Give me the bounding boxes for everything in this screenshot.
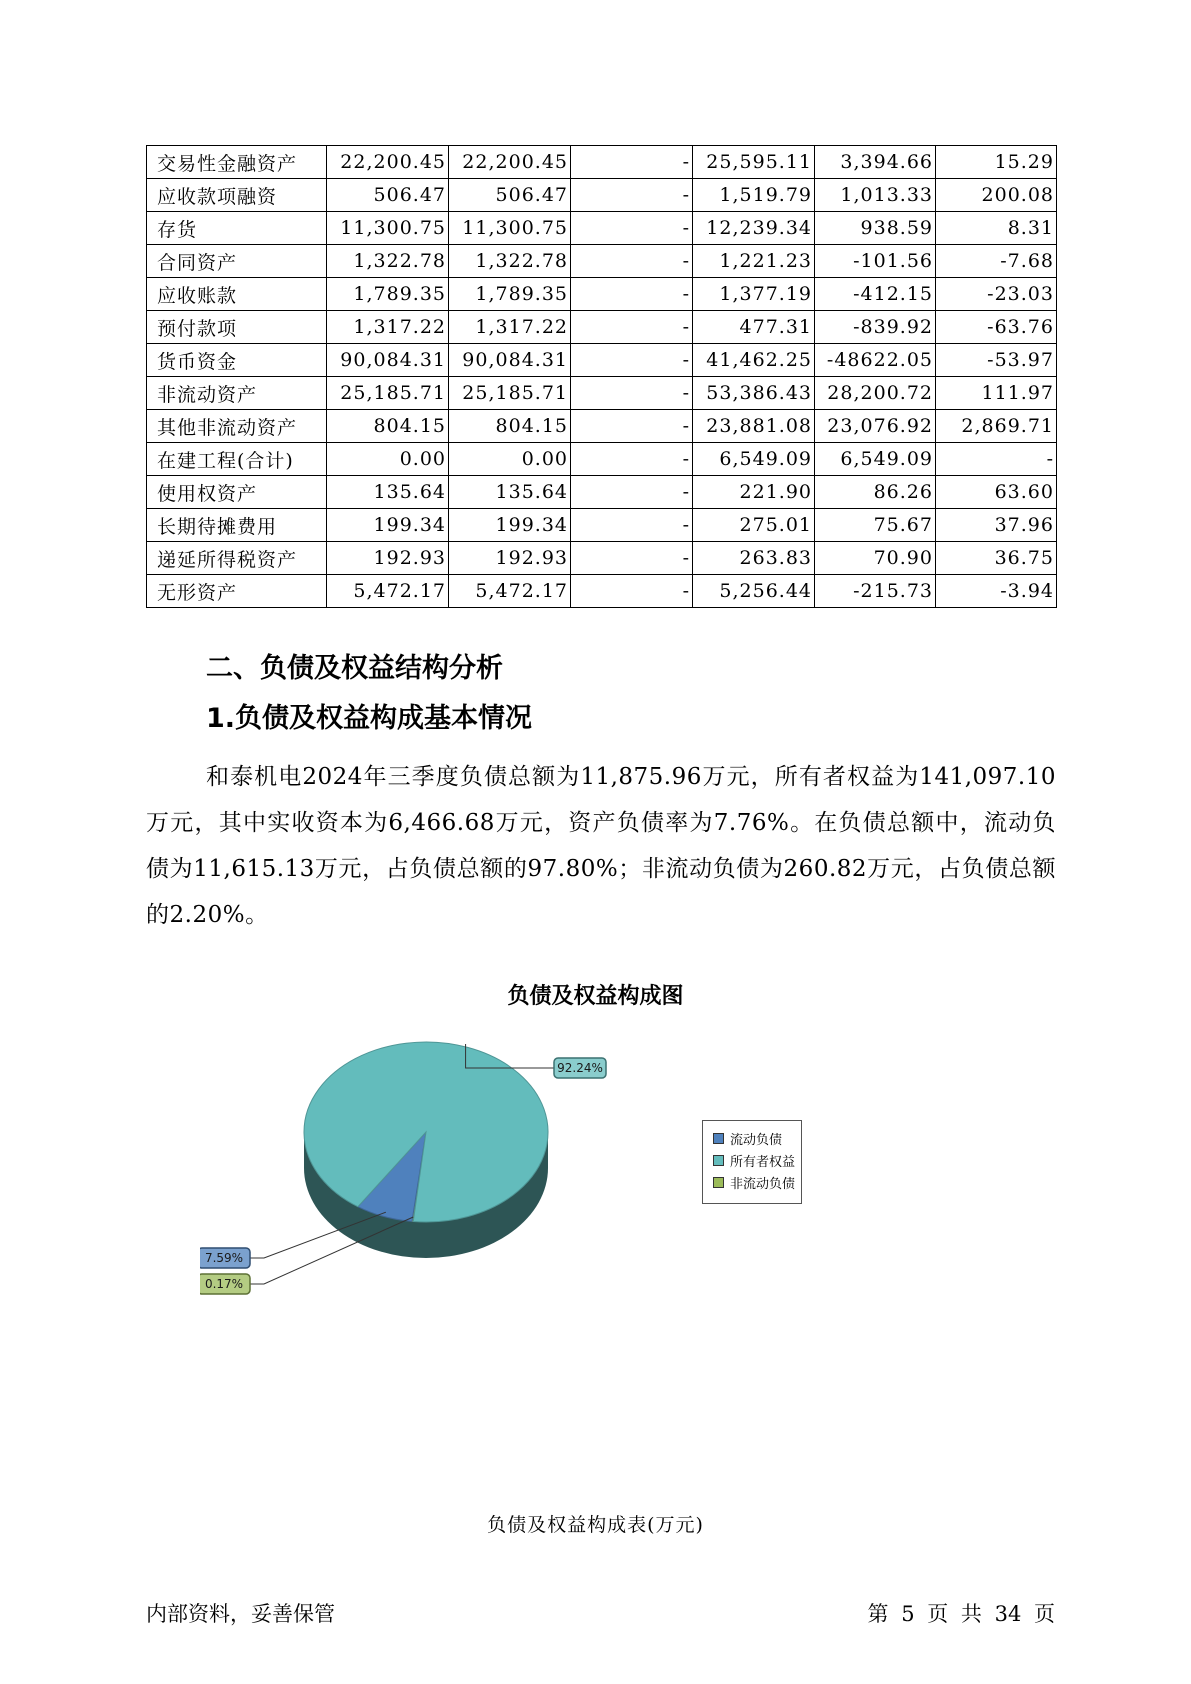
value-cell: 221.90 (693, 476, 815, 509)
value-cell: 5,472.17 (327, 575, 449, 608)
value-cell: -48622.05 (815, 344, 936, 377)
row-label-cell: 应收账款 (147, 278, 327, 311)
row-label-cell: 应收款项融资 (147, 179, 327, 212)
analysis-paragraph: 和泰机电2024年三季度负债总额为11,875.96万元，所有者权益为141,097.10万元，其中实收资本为6,466.68万元，资产负债率为7.76%。在负债总额中，流动负债为11,615.13万元，占负债总额的97.80%；非流动负债为260.82万元，占负债总额的2.20%。 (146, 764, 1056, 928)
row-label-cell: 货币资金 (147, 344, 327, 377)
value-cell: 12,239.34 (693, 212, 815, 245)
row-label-cell: 递延所得税资产 (147, 542, 327, 575)
value-cell: 3,394.66 (815, 146, 936, 179)
value-cell: 23,881.08 (693, 410, 815, 443)
value-cell: - (571, 344, 693, 377)
row-label-cell: 无形资产 (147, 575, 327, 608)
table-row (147, 410, 1057, 443)
data-label: 92.24% (557, 1061, 603, 1075)
data-label: 0.17% (204, 1277, 244, 1291)
legend-label: 流动负债 (730, 1132, 783, 1148)
value-cell: -412.15 (815, 278, 936, 311)
legend-swatch (713, 1133, 724, 1144)
value-cell: -839.92 (815, 311, 936, 344)
chart-title: 负债及权益构成图 (507, 984, 684, 1009)
value-cell: - (571, 575, 693, 608)
value-cell: 22,200.45 (449, 146, 571, 179)
table-row (147, 179, 1057, 212)
legend-label: 非流动负债 (730, 1176, 796, 1192)
value-cell: 1,789.35 (449, 278, 571, 311)
data-label: 7.59% (204, 1251, 244, 1265)
value-cell: 86.26 (815, 476, 936, 509)
row-label-cell: 预付款项 (147, 311, 327, 344)
value-cell: 938.59 (815, 212, 936, 245)
table-row (147, 311, 1057, 344)
value-cell: 6,549.09 (815, 443, 936, 476)
value-cell: - (571, 443, 693, 476)
value-cell: - (936, 443, 1057, 476)
value-cell: -23.03 (936, 278, 1057, 311)
row-label-cell: 在建工程(合计) (147, 443, 327, 476)
row-label-cell: 使用权资产 (147, 476, 327, 509)
table-row (147, 476, 1057, 509)
value-cell: 23,076.92 (815, 410, 936, 443)
value-cell: 192.93 (449, 542, 571, 575)
table-row (147, 278, 1057, 311)
value-cell: 275.01 (693, 509, 815, 542)
value-cell: 15.29 (936, 146, 1057, 179)
row-label-cell: 合同资产 (147, 245, 327, 278)
value-cell: - (571, 542, 693, 575)
value-cell: 11,300.75 (449, 212, 571, 245)
value-cell: 0.00 (449, 443, 571, 476)
value-cell: 1,221.23 (693, 245, 815, 278)
value-cell: 1,322.78 (327, 245, 449, 278)
value-cell: - (571, 410, 693, 443)
chart-legend (702, 1120, 802, 1204)
value-cell: - (571, 146, 693, 179)
footer-page-number: 第 5 页 共 34 页 (867, 1602, 1055, 1626)
legend-swatch (713, 1155, 724, 1166)
value-cell: 111.97 (936, 377, 1057, 410)
pie-slice (304, 1042, 548, 1222)
legend-label: 所有者权益 (730, 1154, 796, 1170)
value-cell: - (571, 278, 693, 311)
value-cell: 22,200.45 (327, 146, 449, 179)
table-row (147, 575, 1057, 608)
value-cell: 192.93 (327, 542, 449, 575)
value-cell: 477.31 (693, 311, 815, 344)
value-cell: 135.64 (327, 476, 449, 509)
subsection-heading: 1.负债及权益构成基本情况 (206, 703, 533, 734)
value-cell: 8.31 (936, 212, 1057, 245)
legend-swatch (713, 1177, 724, 1188)
value-cell: 28,200.72 (815, 377, 936, 410)
value-cell: 75.67 (815, 509, 936, 542)
value-cell: 36.75 (936, 542, 1057, 575)
value-cell: 5,472.17 (449, 575, 571, 608)
asset-comparison-table (146, 145, 1057, 608)
value-cell: 1,377.19 (693, 278, 815, 311)
value-cell: 1,317.22 (449, 311, 571, 344)
value-cell: - (571, 212, 693, 245)
value-cell: -63.76 (936, 311, 1057, 344)
row-label-cell: 存货 (147, 212, 327, 245)
value-cell: 25,185.71 (327, 377, 449, 410)
value-cell: 90,084.31 (327, 344, 449, 377)
value-cell: - (571, 509, 693, 542)
value-cell: 1,322.78 (449, 245, 571, 278)
value-cell: 804.15 (327, 410, 449, 443)
value-cell: - (571, 377, 693, 410)
value-cell: - (571, 179, 693, 212)
table-row (147, 212, 1057, 245)
value-cell: 5,256.44 (693, 575, 815, 608)
value-cell: 11,300.75 (327, 212, 449, 245)
table-row (147, 344, 1057, 377)
table-caption: 负债及权益构成表(万元) (487, 1514, 704, 1536)
value-cell: - (571, 311, 693, 344)
table-row (147, 146, 1057, 179)
section-heading: 二、负债及权益结构分析 (206, 653, 503, 684)
value-cell: 37.96 (936, 509, 1057, 542)
legend-item (713, 1127, 801, 1149)
legend-item (713, 1149, 801, 1171)
row-label-cell: 非流动资产 (147, 377, 327, 410)
table-row (147, 245, 1057, 278)
table-row (147, 542, 1057, 575)
value-cell: 506.47 (327, 179, 449, 212)
value-cell: -101.56 (815, 245, 936, 278)
value-cell: 506.47 (449, 179, 571, 212)
value-cell: 200.08 (936, 179, 1057, 212)
table-row (147, 377, 1057, 410)
value-cell: -53.97 (936, 344, 1057, 377)
footer-confidential: 内部资料，妥善保管 (146, 1602, 335, 1626)
value-cell: 1,317.22 (327, 311, 449, 344)
value-cell: -7.68 (936, 245, 1057, 278)
value-cell: 63.60 (936, 476, 1057, 509)
value-cell: 6,549.09 (693, 443, 815, 476)
value-cell: -3.94 (936, 575, 1057, 608)
value-cell: 2,869.71 (936, 410, 1057, 443)
table-row (147, 443, 1057, 476)
value-cell: 90,084.31 (449, 344, 571, 377)
table-row (147, 509, 1057, 542)
legend-item (713, 1171, 801, 1193)
value-cell: 1,013.33 (815, 179, 936, 212)
value-cell: 1,519.79 (693, 179, 815, 212)
value-cell: 25,185.71 (449, 377, 571, 410)
value-cell: 263.83 (693, 542, 815, 575)
value-cell: 1,789.35 (327, 278, 449, 311)
value-cell: 199.34 (327, 509, 449, 542)
value-cell: - (571, 245, 693, 278)
value-cell: 199.34 (449, 509, 571, 542)
value-cell: 41,462.25 (693, 344, 815, 377)
row-label-cell: 交易性金融资产 (147, 146, 327, 179)
value-cell: -215.73 (815, 575, 936, 608)
value-cell: 135.64 (449, 476, 571, 509)
value-cell: 0.00 (327, 443, 449, 476)
value-cell: 53,386.43 (693, 377, 815, 410)
value-cell: 25,595.11 (693, 146, 815, 179)
value-cell: 70.90 (815, 542, 936, 575)
row-label-cell: 其他非流动资产 (147, 410, 327, 443)
value-cell: 804.15 (449, 410, 571, 443)
row-label-cell: 长期待摊费用 (147, 509, 327, 542)
value-cell: - (571, 476, 693, 509)
